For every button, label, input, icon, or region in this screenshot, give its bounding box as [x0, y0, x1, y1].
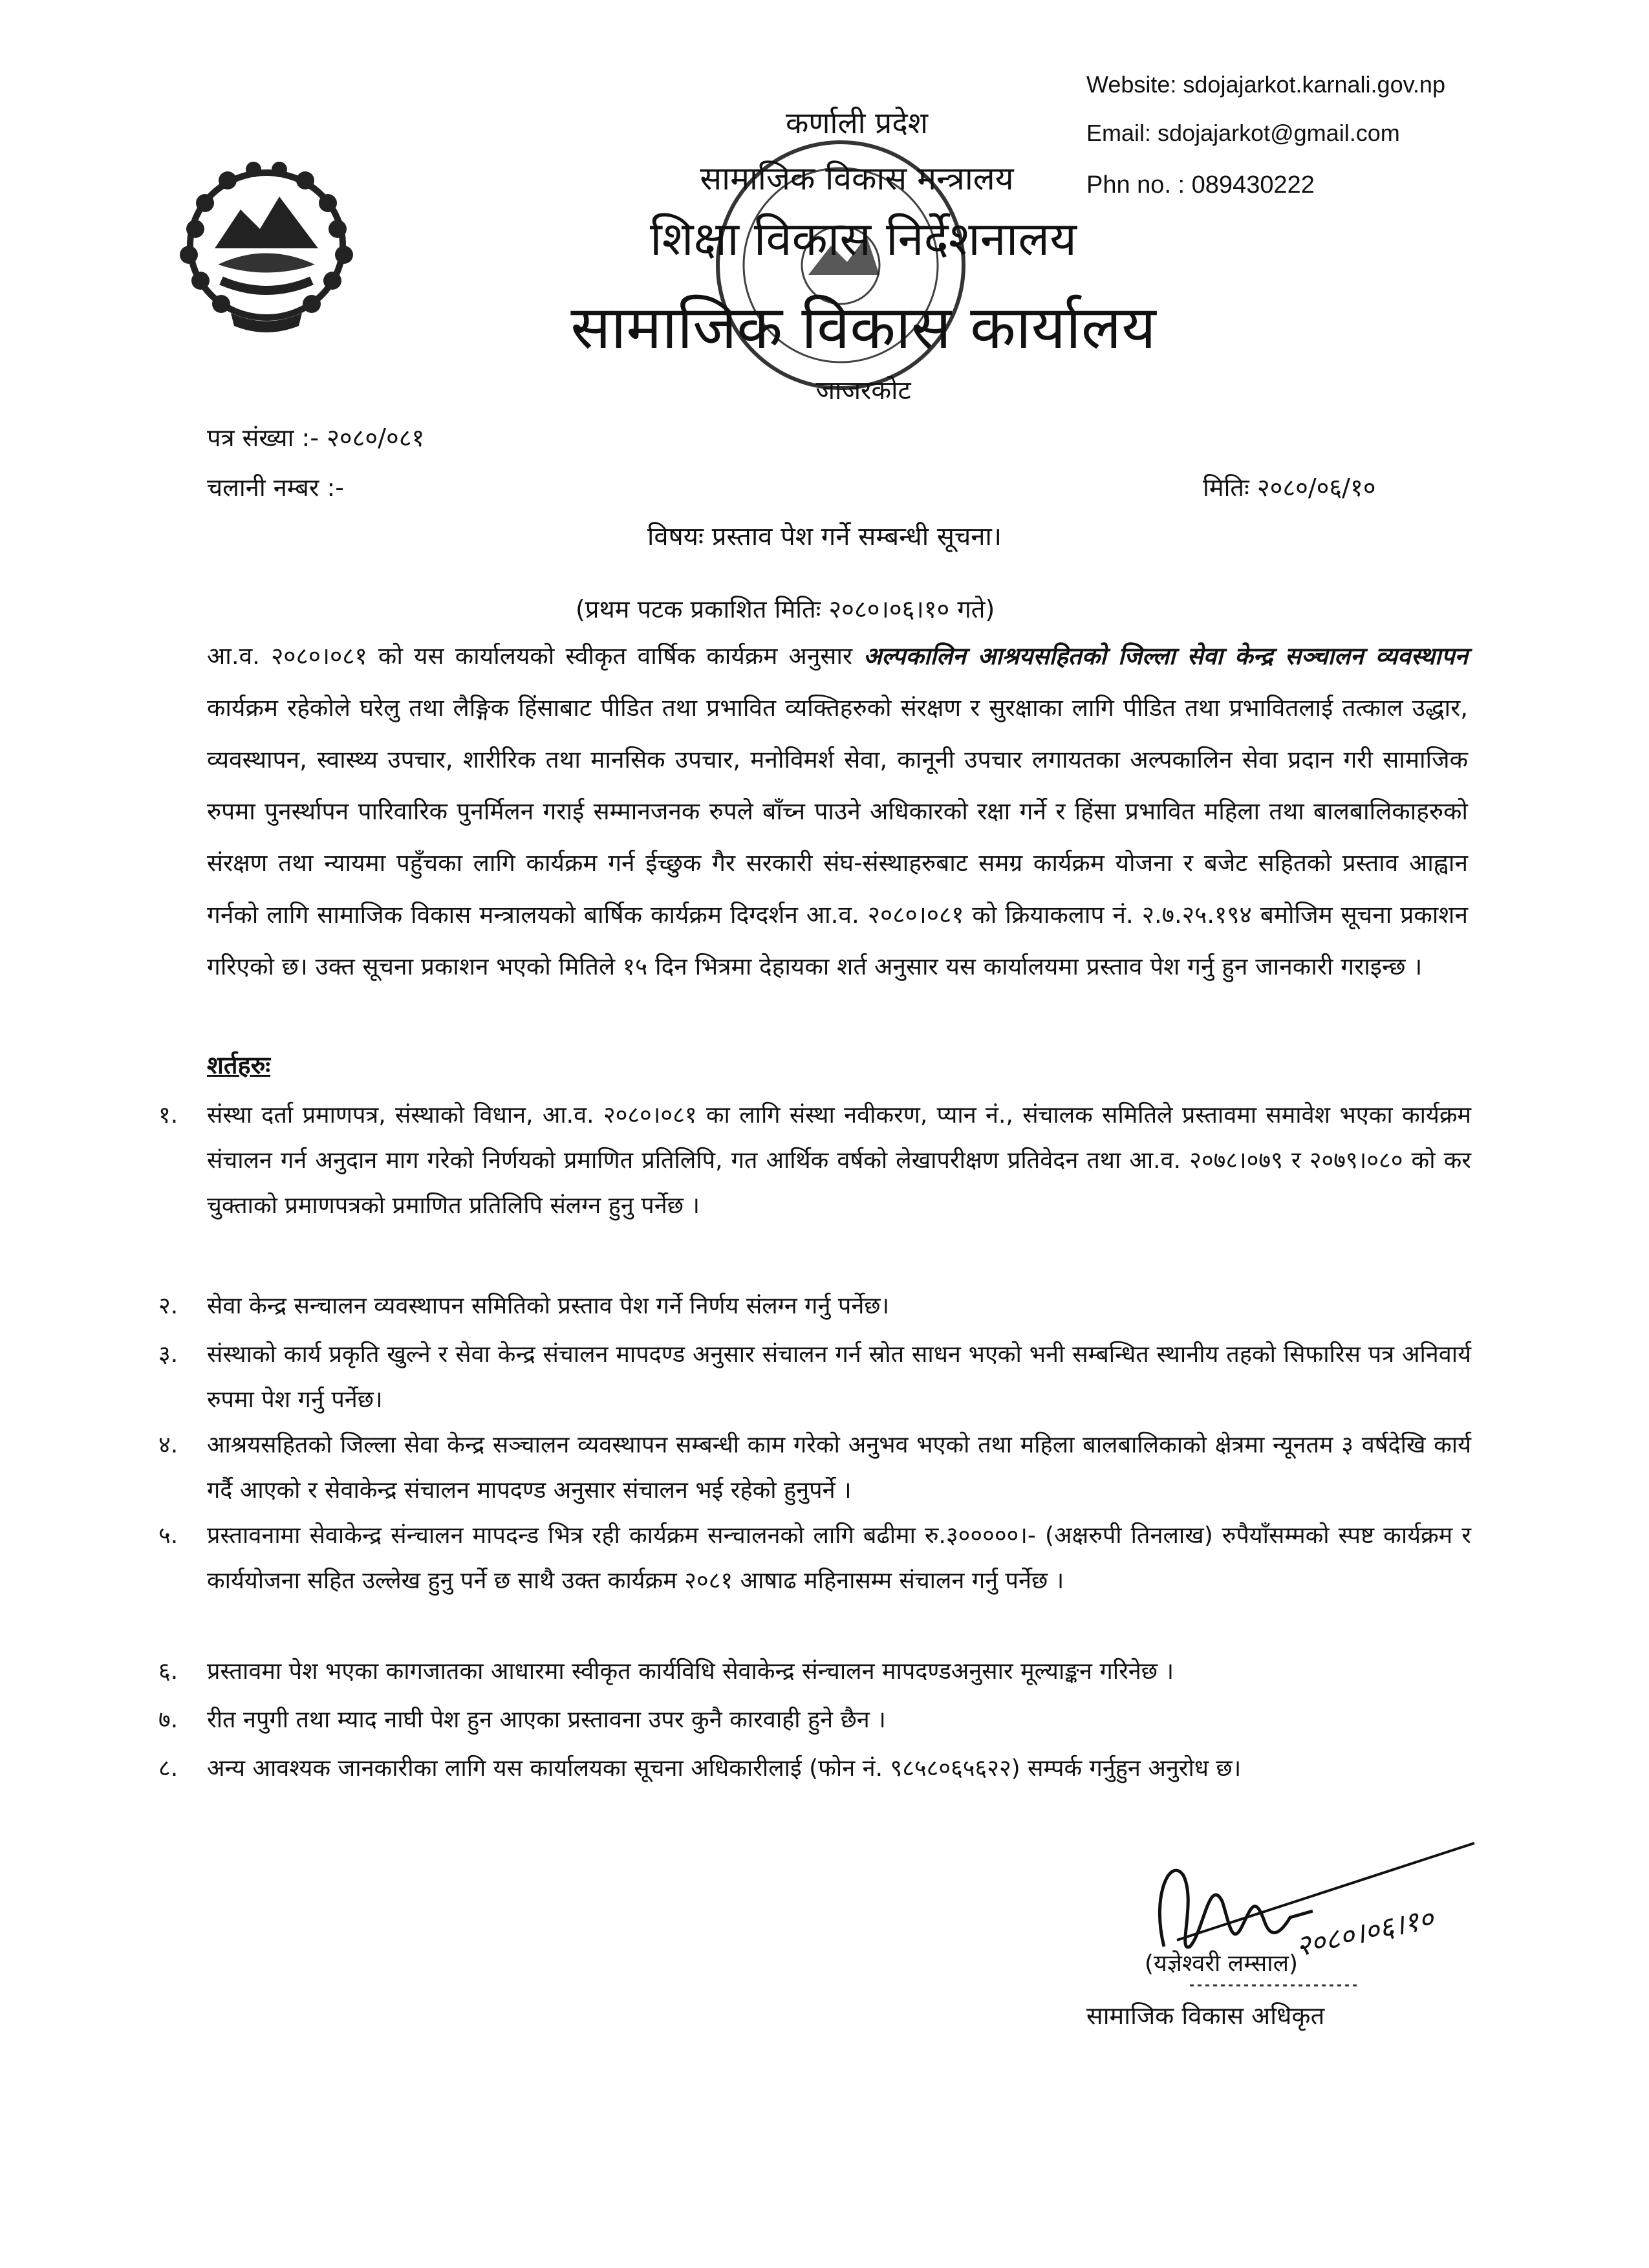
condition-item: [158, 1093, 1471, 1248]
condition-item: [158, 1513, 1471, 1649]
condition-text: अन्य आवश्यक जानकारीका लागि यस कार्यालयका सूचना अधिकारीलाई (फोन नं. ९८५८०६५६२२) सम्पर्क गर्नुहुन अनुरोध छ।: [207, 1755, 1242, 1782]
condition-text: संस्था दर्ता प्रमाणपत्र, संस्थाको विधान, आ.व. २०८०।०८१ का लागि संस्था नवीकरण, प्यान नं., संचालक समितिले प्रस्तावमा समावेश भएका कार्यक्रम संचालन गर्न अनुदान माग गरेको निर्णयको प्रमाणित प्रतिलिपि, गत आर्थिक वर्षको लेखापरीक्षण प्रतिवेदन तथा आ.व. २०७८।०७९ र २०७९।०८० को कर चुक्ताको प्रमाणपत्रको प्रमाणित प्रतिलिपि संलग्न हुनु पर्नेछ ।: [207, 1102, 1471, 1219]
district-heading: जाजरकोट: [815, 376, 911, 405]
condition-text: सेवा केन्द्र सन्चालन व्यवस्थापन समितिको प्रस्ताव पेश गर्ने निर्णय संलग्न गर्नु पर्नेछ।: [207, 1293, 890, 1319]
condition-text: प्रस्तावमा पेश भएका कागजातका आधारमा स्वीकृत कार्यविधि सेवाकेन्द्र संन्चालन मापदण्डअनुसार मूल्याङ्कन गरिनेछ ।: [207, 1658, 1174, 1685]
program-name: अल्पकालिन आश्रयसहितको जिल्ला सेवा केन्द्र सञ्चालन व्यवस्थापन: [863, 642, 1468, 670]
body-part-2: कार्यक्रम रहेकोले घरेलु तथा लैङ्गिक हिंसाबाट पीडित तथा प्रभावित व्यक्तिहरुको संरक्षण र सुरक्षाका लागि पीडित तथा प्रभावितलाई तत्काल उद्धार, व्यवस्थापन, स्वास्थ्य उपचार, शारीरिक तथा मानसिक उपचार, मनोविमर्श सेवा, कानूनी उपचार लगायतका अल्पकालिन सेवा प्रदान गरी सामाजिक रुपमा पुनर्स्थापन पारिवारिक पुनर्मिलन गराई सम्मानजनक रुपले बाँच्न पाउने अधिकारको रक्षा गर्ने र हिंसा प्रभावित महिला तथा बालबालिकाहरुको संरक्षण तथा न्यायमा पहुँचका लागि कार्यक्रम गर्न ईच्छुक गैर सरकारी संघ-संस्थाहरुबाट समग्र कार्यक्रम योजना र बजेट सहितको प्रस्ताव आह्वान गर्नको लागि सामाजिक विकास मन्त्रालयको बार्षिक कार्यक्रम दिग्दर्शन आ.व. २०८०।०८१ को क्रियाकलाप नं. २.७.२५.१९४ बमोजिम सूचना प्रकाशन गरिएको छ। उक्त सूचना प्रकाशन भएको मितिले १५ दिन भित्रमा देहायका शर्त अनुसार यस कार्यालयमा प्रस्ताव पेश गर्नु हुन जानकारी गराइन्छ ।: [207, 694, 1468, 980]
condition-number: ८.: [158, 1755, 178, 1782]
signatory-name: (यज्ञेश्वरी लम्साल): [1145, 1950, 1299, 1977]
contact-email: Email: sdojajarkot@gmail.com: [1086, 120, 1400, 146]
ministry-heading: सामाजिक विकास मन्त्रालय: [700, 160, 1014, 197]
condition-item: [158, 1423, 1471, 1513]
body-part-1: आ.व. २०८०।०८१ को यस कार्यालयको स्वीकृत वार्षिक कार्यक्रम अनुसार: [207, 642, 864, 670]
province-heading: कर्णाली प्रदेश: [785, 105, 929, 140]
condition-item: [158, 1284, 1471, 1329]
office-heading: सामाजिक विकास कार्यालय: [570, 293, 1156, 362]
letter-number: पत्र संख्या :- २०८०/०८१: [207, 424, 425, 452]
condition-text: रीत नपुगी तथा म्याद नाघी पेश हुन आएका प्रस्तावना उपर कुनै कारवाही हुने छैन ।: [207, 1707, 886, 1733]
condition-text: आश्रयसहितको जिल्ला सेवा केन्द्र सञ्चालन व्यवस्थापन सम्बन्धी काम गरेको अनुभव भएको तथा महिला बालबालिकाको क्षेत्रमा न्यूनतम ३ वर्षदेखि कार्य गर्दै आएको र सेवाकेन्द्र संचालन मापदण्ड अनुसार संचालन भई रहेको हुनुपर्ने ।: [207, 1432, 1471, 1504]
condition-number: ३.: [158, 1341, 178, 1368]
subject-line: विषयः प्रस्ताव पेश गर्ने सम्बन्धी सूचना।: [647, 522, 1002, 552]
condition-number: ६.: [158, 1658, 178, 1685]
condition-item: [158, 1698, 1471, 1743]
condition-number: ७.: [158, 1707, 178, 1733]
condition-number: २.: [158, 1293, 178, 1319]
body-paragraph: [207, 631, 1468, 993]
conditions-heading: शर्तहरुः: [207, 1051, 271, 1079]
condition-number: ५.: [158, 1522, 178, 1549]
condition-text: संस्थाको कार्य प्रकृति खुल्ने र सेवा केन्द्र संचालन मापदण्ड अनुसार संचालन गर्न स्रोत साधन भएको भनी सम्बन्धित स्थानीय तहको सिफारिस पत्र अनिवार्य रुपमा पेश गर्नु पर्नेछ।: [207, 1341, 1471, 1413]
contact-website: Website: sdojajarkot.karnali.gov.np: [1086, 71, 1445, 98]
office-stamp-icon: [698, 123, 983, 407]
condition-number: १.: [158, 1102, 178, 1129]
first-published-note: (प्रथम पटक प्रकाशित मितिः २०८०।०६।१० गते): [576, 595, 995, 623]
condition-text: प्रस्तावनामा सेवाकेन्द्र संन्चालन मापदन्ड भित्र रही कार्यक्रम सन्चालनको लागि बढीमा रु.३०००००।- (अक्षरुपी तिनलाख) रुपैयाँसम्मको स्पष्ट कार्यक्रम र कार्ययोजना सहित उल्लेख हुनु पर्ने छ साथै उक्त कार्यक्रम २०८१ आषाढ महिनासम्म संचालन गर्नु पर्नेछ ।: [207, 1522, 1471, 1594]
signatory-title: सामाजिक विकास अधिकृत: [1086, 2002, 1325, 2030]
dispatch-number: चलानी नम्बर :-: [207, 473, 345, 502]
signature-icon: [1125, 1798, 1487, 2031]
handwritten-date: २०८०।०६।१०: [1293, 1902, 1437, 1964]
condition-number: ४.: [158, 1432, 178, 1458]
letter-date: मितिः २०८०/०६/१०: [1203, 473, 1376, 502]
directorate-heading: शिक्षा विकास निर्देशनालय: [650, 211, 1077, 266]
condition-item: [158, 1332, 1471, 1423]
contact-phone: Phn no. : 089430222: [1086, 171, 1315, 199]
condition-item: [158, 1649, 1471, 1694]
